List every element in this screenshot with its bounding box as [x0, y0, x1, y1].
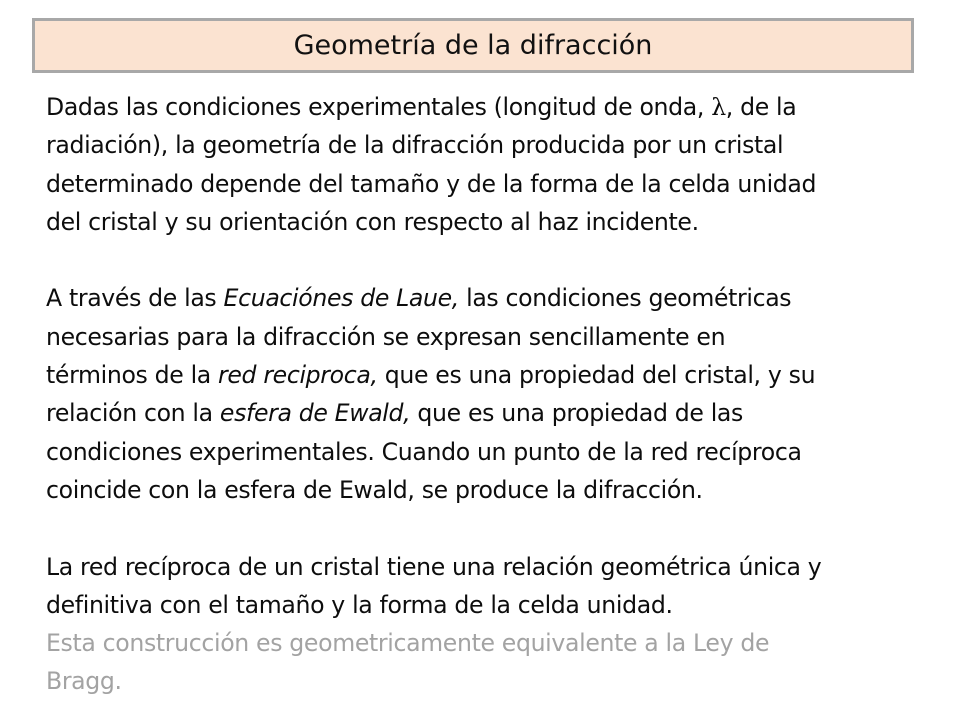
slide-body	[46, 88, 926, 701]
line-text: relación con la	[46, 399, 220, 428]
line-text: Dadas las condiciones experimentales (longitud de onda,	[46, 93, 712, 121]
paragraph-2-line-3	[46, 356, 926, 394]
paragraph-3-muted-line-2: Bragg.	[46, 667, 122, 696]
paragraph-spacer	[46, 241, 926, 279]
paragraph-1-line-3: determinado depende del tamaño y de la forma de la celda unidad	[46, 169, 817, 198]
paragraph-2-line-4	[46, 394, 926, 432]
paragraph-2	[46, 279, 926, 509]
slide-title: Geometría de la difracción	[293, 30, 653, 61]
paragraph-1-line-1	[46, 88, 926, 126]
italic-term-laue: Ecuaciónes de Laue,	[223, 284, 459, 313]
paragraph-3	[46, 548, 926, 701]
paragraph-2-line-2: necesarias para la difracción se expresan sencillamente en	[46, 322, 726, 351]
line-text: términos de la	[46, 361, 219, 390]
title-banner	[32, 18, 914, 73]
paragraph-spacer	[46, 509, 926, 547]
line-text: A través de las	[46, 284, 224, 313]
paragraph-2-line-5: condiciones experimentales. Cuando un punto de la red recíproca	[46, 437, 802, 466]
paragraph-3-muted-line-1: Esta construcción es geometricamente equivalente a la Ley de	[46, 629, 770, 658]
paragraph-1-line-4: del cristal y su orientación con respecto al haz incidente.	[46, 207, 699, 236]
line-text: que es una propiedad de las	[410, 399, 743, 428]
italic-term-red-reciproca: red reciproca,	[218, 361, 378, 390]
paragraph-3-line-2: definitiva con el tamaño y la forma de la celda unidad.	[46, 590, 673, 619]
paragraph-2-line-1	[46, 279, 926, 317]
line-text: que es una propiedad del cristal, y su	[377, 361, 816, 390]
paragraph-1	[46, 88, 926, 241]
paragraph-1-line-2: radiación), la geometría de la difracción producida por un cristal	[46, 131, 784, 160]
paragraph-2-line-6: coincide con la esfera de Ewald, se produce la difracción.	[46, 475, 703, 504]
line-text: las condiciones geométricas	[458, 284, 792, 313]
paragraph-3-line-1: La red recíproca de un cristal tiene una relación geométrica única y	[46, 552, 822, 581]
italic-term-esfera-ewald: esfera de Ewald,	[219, 399, 411, 428]
lambda-symbol: λ	[711, 93, 726, 121]
line-text: , de la	[725, 93, 797, 121]
